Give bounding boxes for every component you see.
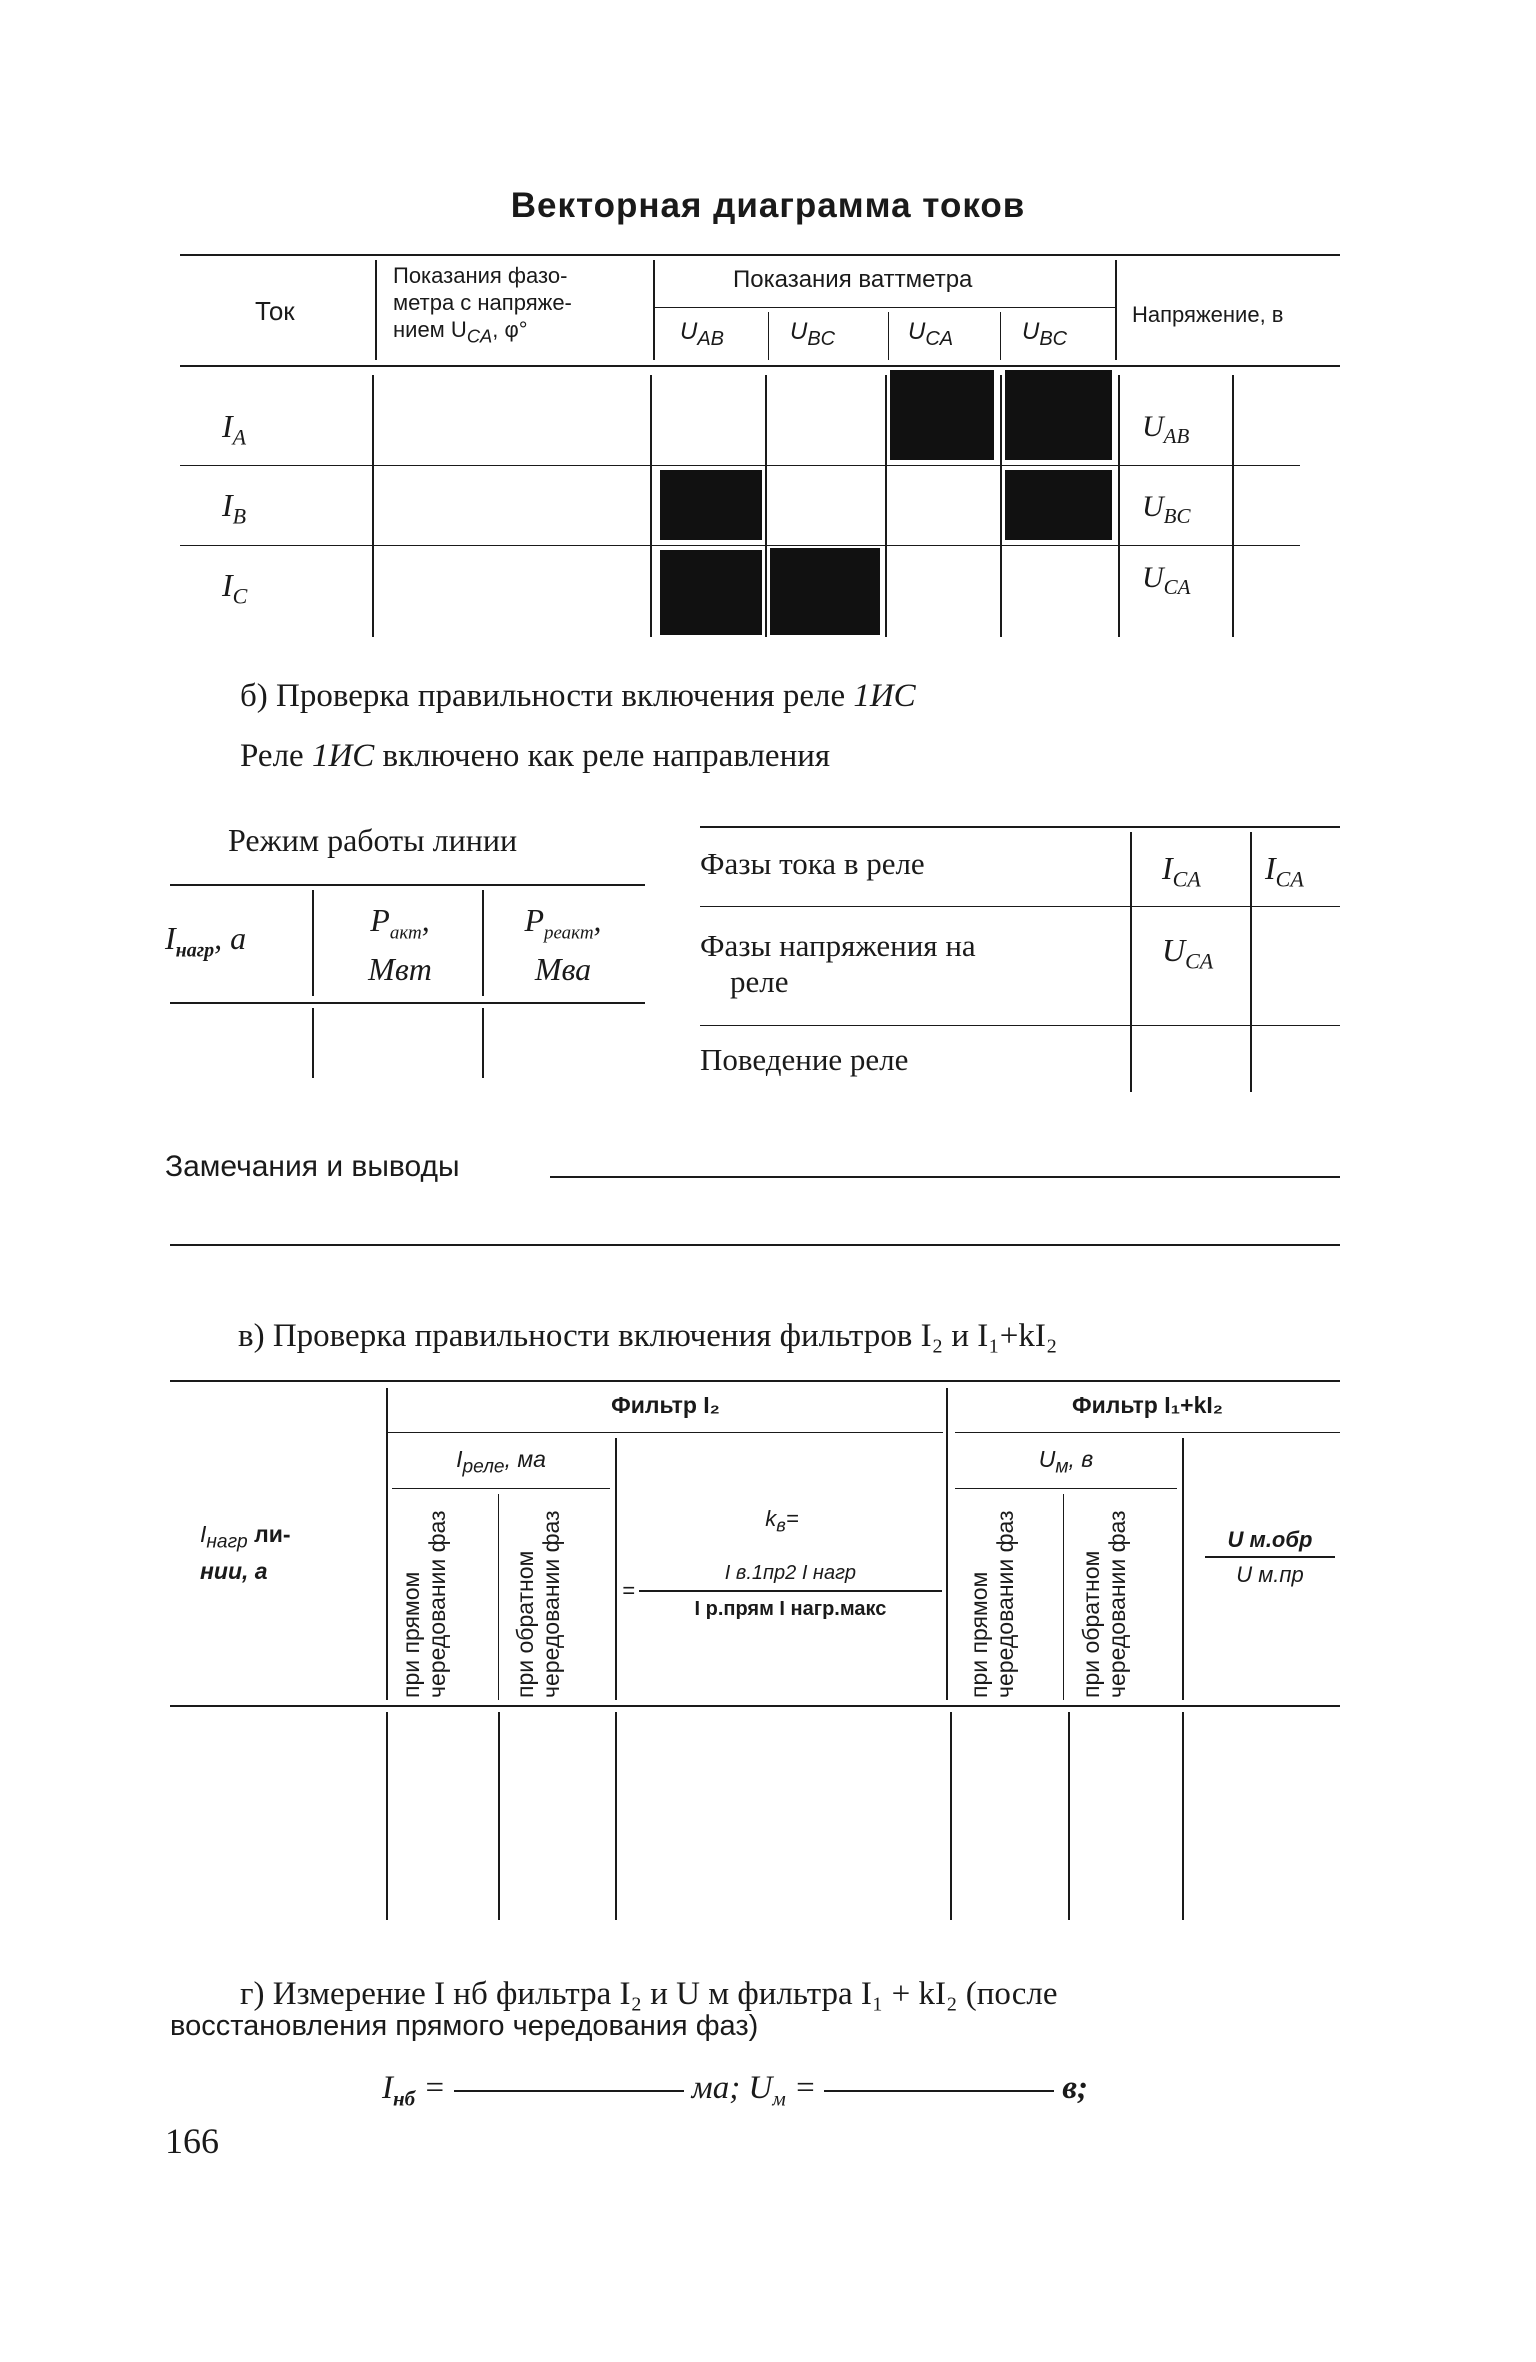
filled-cell [770,548,880,635]
relay-current-1: $I_{CA}$ [1162,850,1201,892]
reverse-sequence-label: при обратном чередовании фаз [1078,1510,1130,1698]
filled-cell [660,550,762,635]
row-label-ia: $I_A$ [222,408,247,450]
section-b-line2: Реле 1ИС включено как реле направления [240,738,831,774]
page-title: Векторная диаграмма токов [510,186,1026,225]
u-m-header: $U_м$, в [1038,1446,1094,1478]
section-g-line2: восстановления прямого чередования фаз) [170,2010,759,2042]
direct-sequence-label: при прямом чередовании фаз [398,1510,450,1698]
sub-header-ubc-2: $U_{BC}$ [1022,318,1068,350]
section-v-heading: в) Проверка правильности включения фильтров I₂ и I₁+kI₂ [238,1318,1058,1354]
relay-voltage-label: Фазы напряжения на реле [700,928,976,999]
filled-cell [660,470,762,540]
voltage-uab: $U_{AB}$ [1142,410,1190,448]
filled-cell [1005,370,1112,460]
reverse-sequence-label: при обратном чередовании фаз [512,1510,564,1698]
um-ratio: U м.обр U м.пр [1205,1526,1335,1588]
remarks-line [170,1244,1340,1246]
formula-line: $I_{нб}$ = ма; $U_м = в$; [382,2070,1088,2111]
remarks-label: Замечания и выводы [165,1150,460,1183]
i-rele-header: $I_{реле}$, ма [456,1446,546,1478]
col-tok: Ток [255,296,295,326]
col-voltage: Напряжение, в [1132,302,1284,327]
mode-i-header: $I_{нагр}$, а [165,920,247,962]
section-b-heading: б) Проверка правильности включения реле 1ИС [240,678,916,714]
page-number: 166 [165,2121,219,2161]
sub-header-uca: $U_{CA}$ [908,318,954,350]
relay-current-label: Фазы тока в реле [700,846,925,881]
sub-header-uab: $U_{AB}$ [680,318,725,350]
mode-title: Режим работы линии [228,822,518,858]
mode-p-header: $P_{акт}$, Мвт [368,902,432,988]
sub-header-ubc: $U_{BC}$ [790,318,836,350]
col-wattmeter: Показания ваттметра [733,266,973,293]
voltage-uca: $U_{CA}$ [1142,561,1191,599]
col-phasemeter: Показания фазо- метра с напряже- нием $U_{CA}$, φ° [393,263,572,347]
filter-i1ki2-header: Фильтр I₁+kI₂ [1072,1392,1223,1418]
mode-q-header: $P_{реакт}$, Мва [524,902,602,988]
section-g-line1: г) Измерение I нб фильтра I₂ и U м фильтра I₁ + kI₂ (после [240,1976,1058,2012]
filter-i2-header: Фильтр I₂ [611,1392,720,1418]
relay-current-2: $I_{CA}$ [1265,850,1304,892]
filled-cell [890,370,994,460]
relay-voltage-1: $U_{CA}$ [1162,932,1214,974]
relay-behavior-label: Поведение реле [700,1042,909,1077]
voltage-ubc: $U_{BC}$ [1142,490,1191,528]
filled-cell [1005,470,1112,540]
row-label-ib: $I_B$ [222,487,247,529]
col-i-load: $I_{нагр}$ ли- нии, а [200,1521,291,1584]
kv-formula: $k_в=$ = I в.1пр2 I нагр I р.прям I нагр.макс [622,1506,942,1622]
remarks-line [550,1176,1340,1178]
row-label-ic: $I_C$ [222,567,248,609]
direct-sequence-label: при прямом чередовании фаз [966,1510,1018,1698]
